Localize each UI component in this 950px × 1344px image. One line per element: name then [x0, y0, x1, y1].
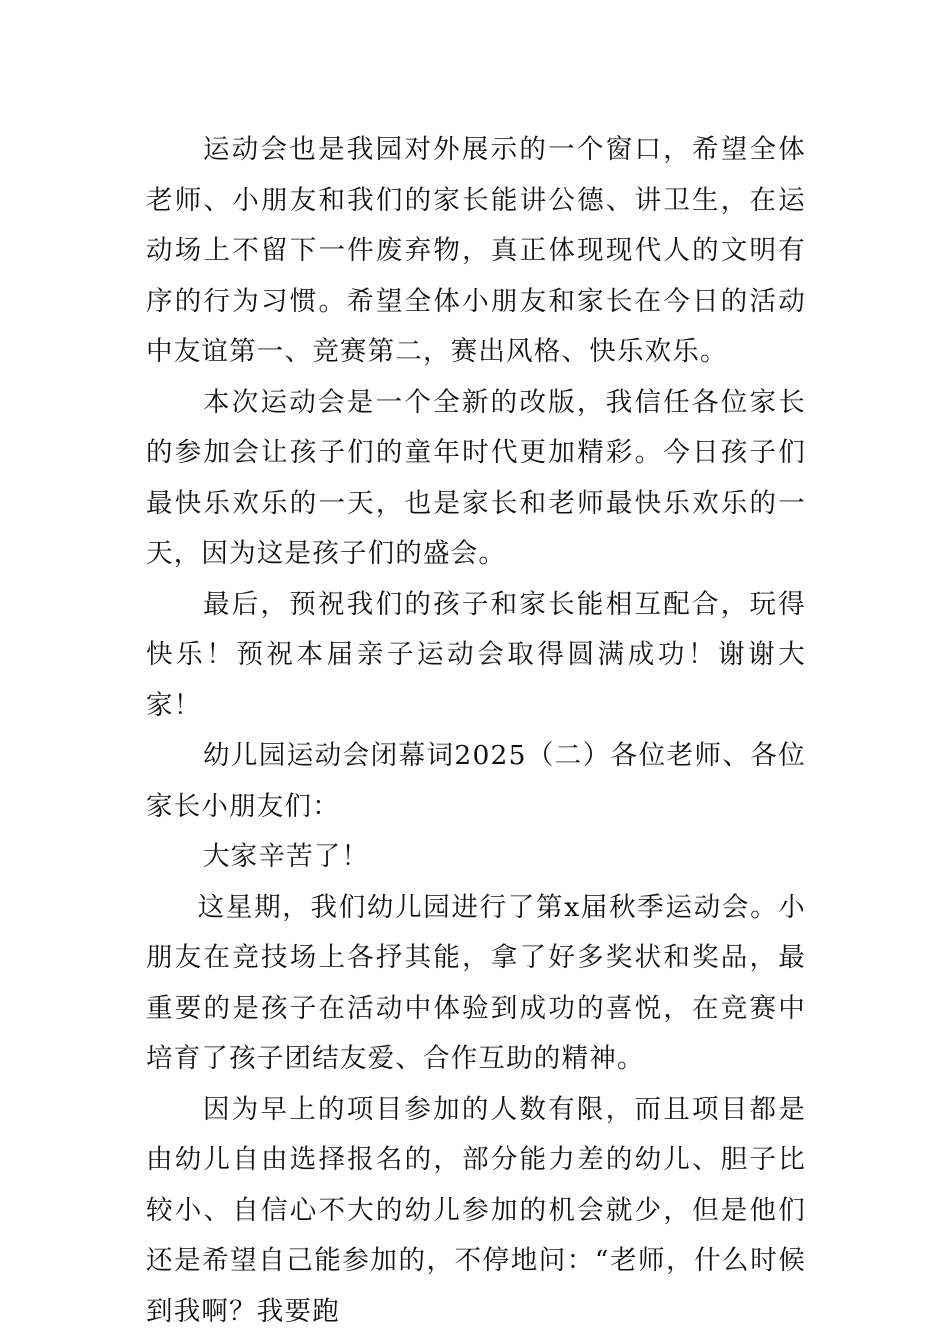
- paragraph-1: 运动会也是我园对外展示的一个窗口，希望全体老师、小朋友和我们的家长能讲公德、讲卫生，在运动场上不留下一件废弃物，真正体现现代人的文明有序的行为习惯。希望全体小朋友和家长在今日的活动中友谊第一、竞赛第二，赛出风格、快乐欢乐。: [146, 134, 806, 367]
- paragraph-6: 这星期，我们幼儿园进行了第x届秋季运动会。小朋友在竞技场上各抒其能，拿了好多奖状和奖品，最重要的是孩子在活动中体验到成功的喜悦，在竞赛中培育了孩子团结友爱、合作互助的精神。: [146, 891, 806, 1074]
- paragraph-3: 最后，预祝我们的孩子和家长能相互配合，玩得快乐！预祝本届亲子运动会取得圆满成功！谢谢大家！: [146, 588, 806, 721]
- paragraph-4: 幼儿园运动会闭幕词2025（二）各位老师、各位家长小朋友们：: [146, 740, 806, 822]
- paragraph-5: 大家辛苦了！: [202, 841, 370, 872]
- paragraph-7: 因为早上的项目参加的人数有限，而且项目都是由幼儿自由选择报名的，部分能力差的幼儿、胆子比较小、自信心不大的幼儿参加的机会就少，但是他们还是希望自己能参加的，不停地问：“老师，什么时候到我啊？我要跑: [146, 1093, 806, 1327]
- document-body: [146, 125, 806, 1337]
- paragraph-2: 本次运动会是一个全新的改版，我信任各位家长的参加会让孩子们的童年时代更加精彩。今日孩子们最快乐欢乐的一天，也是家长和老师最快乐欢乐的一天，因为这是孩子们的盛会。: [146, 386, 806, 569]
